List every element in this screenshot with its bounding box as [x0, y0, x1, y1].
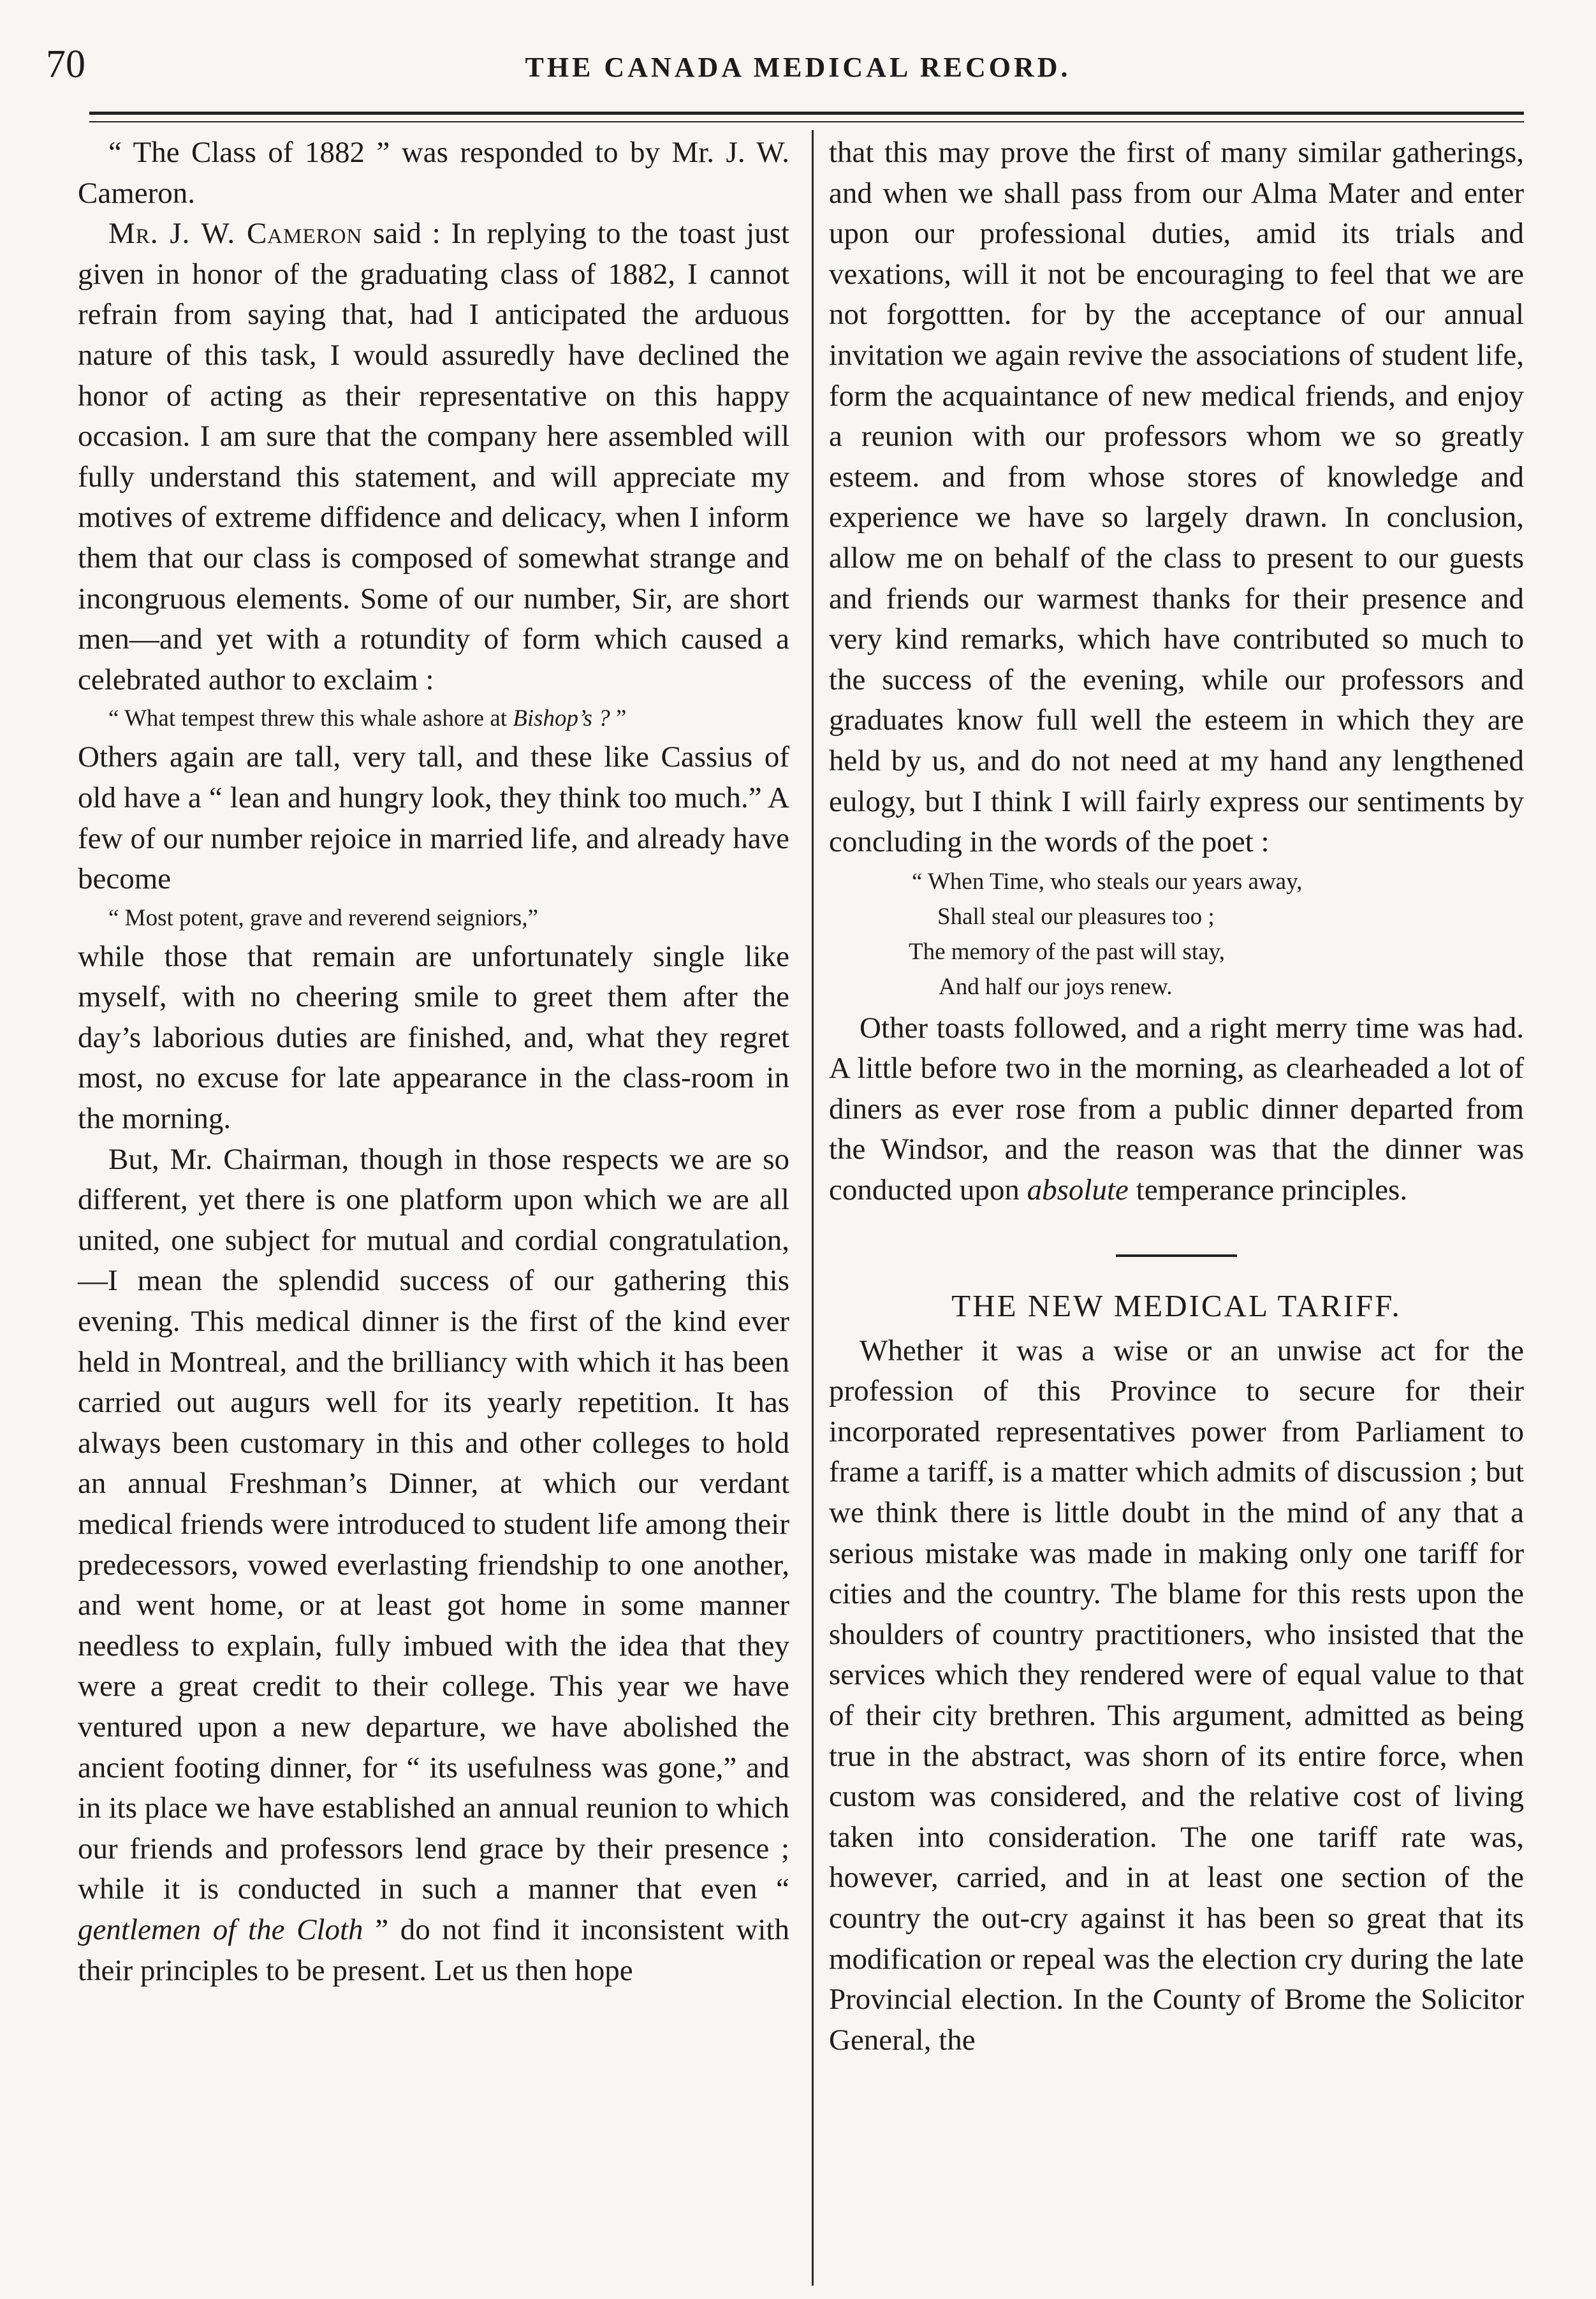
section-rule	[1116, 1254, 1237, 1257]
toasts-text-b: temperance principles.	[1128, 1173, 1408, 1207]
page-number: 70	[46, 43, 85, 86]
quote-whale-text: “ What tempest threw this whale ashore at	[108, 705, 513, 732]
chairman-italic: gentlemen of the Cloth	[78, 1913, 363, 1946]
quote-whale	[78, 700, 789, 737]
running-title: THE CANADA MEDICAL RECORD.	[525, 52, 1071, 83]
poem-line: Shall steal our pleasures too ;	[937, 903, 1215, 930]
quote-seigniors: “ Most potent, grave and reverend seigniors,”	[108, 904, 539, 931]
header-rule-thick	[89, 112, 1524, 115]
header-rule-thin	[89, 121, 1524, 122]
toasts-text-a: Other toasts followed, and a right merry time was had. A little before two in the morning, as clearheaded a lot of diners as ever rose from a public dinner departed from the Windsor, and the reason was that the dinner was conducted upon	[829, 1011, 1524, 1207]
speech-text: said : In replying to the toast just given in honor of the graduating class of 1882, I cannot refrain from saying that, had I anticipated the arduous nature of this task, I would assuredly have declined the honor of acting as their representative on this happy occasion. I am sure that the company here assembled will fully understand this statement, and will appreciate my motives of extreme diffidence and delicacy, when I inform them that our class is composed of somewhat strange and incongruous elements. Some of our number, Sir, are short men—and yet with a rotundity of form which caused a celebrated author to exclaim :	[78, 217, 789, 696]
chairman-text-b: ” do not find it inconsistent with their principles to be present. Let us then hope	[78, 1913, 789, 1987]
speaker-name: Mr. J. W. Cameron	[108, 217, 363, 251]
quote-whale-italic: Bishop’s ?	[513, 705, 610, 732]
paragraph-class-of-1882: “ The Class of 1882 ” was responded to by Mr. J. W. Cameron.	[78, 136, 789, 210]
poem-line: The memory of the past will stay,	[909, 938, 1225, 965]
paragraph-cameron-speech	[78, 214, 789, 700]
paragraph-cassius: Others again are tall, very tall, and these like Cassius of old have a “ lean and hungry look, they think too much.” A few of our number rejoice in married life, and already have become	[78, 740, 789, 896]
paragraph-mr-chairman	[78, 1140, 789, 1991]
chairman-text-a: But, Mr. Chairman, though in those respects we are so different, yet there is one platform upon which we are all united, one subject for mutual and cordial congratulation,—I mean the splendid success of our gathering this evening. This medical dinner is the first of the kind ever held in Montreal, and the brilliancy with which it has been carried out augurs well for its yearly repetition. It has always been customary in this and other colleges to hold an annual Freshman’s Dinner, at which our verdant medical friends were introduced to student life among their predecessors, vowed everlasting friendship to one another, and went home, or at least got home in some manner needless to explain, fully imbued with the idea that they were a great credit to their college. This year we have ventured upon a new departure, we have abolished the ancient footing dinner, for “ its usefulness was gone,” and in its place we have established an annual reunion to which our friends and professors lend grace by their presence ; while it is conducted in such a manner that even “	[78, 1142, 789, 1906]
section-heading: THE NEW MEDICAL TARIFF.	[951, 1288, 1402, 1323]
paragraph-other-toasts	[829, 1008, 1524, 1211]
paragraph-continuation: that this may prove the first of many similar gatherings, and when we shall pass from our Alma Mater and enter upon our professional duties, amid its trials and vexations, will it not be encouraging to feel that we are not forgottten. for by the acceptance of our annual invitation we again revive the associations of student life, form the acquaintance of new medical friends, and enjoy a reunion with our professors whom we so greatly esteem. and from whose stores of knowledge and experience we have so largely drawn. In conclusion, allow me on behalf of the class to present to our guests and friends our warmest thanks for their presence and very kind remarks, which have contributed so much to the success of the evening, while our professors and graduates know full well the esteem in which they are held by us, and do not need at my hand any lengthened eulogy, but I think I will fairly express our sentiments by concluding in the words of the poet :	[829, 136, 1524, 859]
column-divider	[812, 130, 814, 2286]
left-column	[78, 133, 789, 1991]
poem	[829, 864, 1524, 1004]
paragraph-tariff: Whether it was a wise or an unwise act for the profession of this Province to secure for their incorporated representatives power from Parliament to frame a tariff, is a matter which admits of discussion ; but we think there is little doubt in the mind of any that a serious mistake was made in making only one tariff for cities and the country. The blame for this rests upon the shoulders of country practitioners, who insisted that the services which they rendered were of equal value to that of their city brethren. This argument, admitted as being true in the abstract, was shorn of its entire force, when custom was considered, and the relative cost of living taken into consideration. The one tariff rate was, however, carried, and in at least one section of the country the out-cry against it has been so great that its modification or repeal was the election cry during the late Provincial election. In the County of Brome the Solicitor General, the	[829, 1333, 1524, 2057]
toasts-italic: absolute	[1027, 1173, 1129, 1207]
paragraph-single-members: while those that remain are unfortunately single like myself, with no cheering smile to greet them after the day’s laborious duties are finished, and, what they regret most, no excuse for late appearance in the class-room in the morning.	[78, 939, 789, 1136]
quote-whale-close: ”	[610, 705, 627, 732]
poem-line: And half our joys renew.	[939, 973, 1173, 1000]
right-column	[829, 133, 1524, 2060]
poem-line: “ When Time, who steals our years away,	[912, 868, 1303, 895]
